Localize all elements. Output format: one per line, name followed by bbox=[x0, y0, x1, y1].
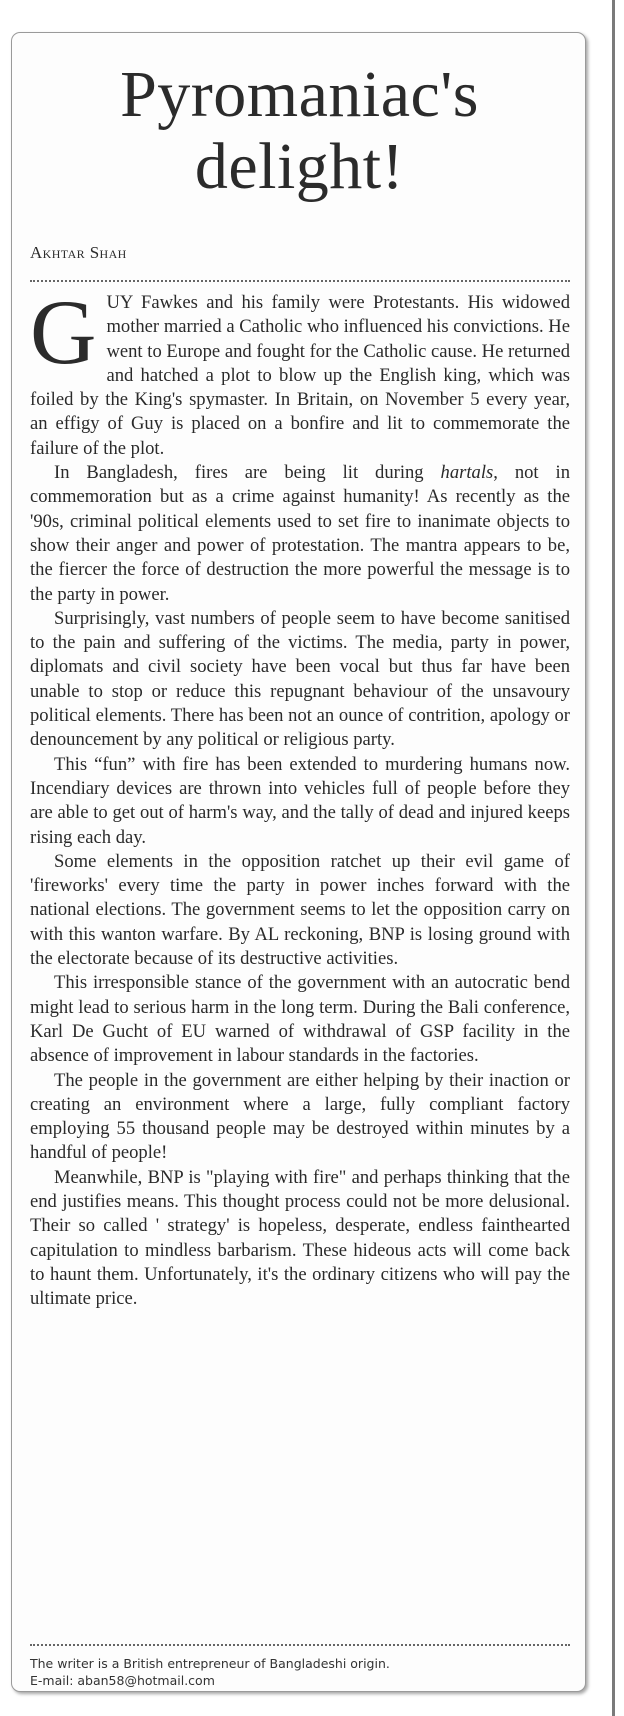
paragraph-1 bbox=[30, 281, 570, 461]
paragraph-5: Some elements in the opposition ratchet up their evil game of 'fireworks' every time the party in power inches forward with the national elections. The government seems to let the opposition carry on with this wanton warfare. By AL reckoning, BNP is losing ground with the electorate because of its destructive activities. bbox=[30, 850, 570, 970]
dotted-divider-bottom bbox=[30, 1644, 570, 1646]
paragraph-7: The people in the government are either helping by their inaction or creating an environment where a large, fully compliant factory employing 55 thousand people may be destroyed within minutes by a handful of people! bbox=[30, 1069, 570, 1164]
paragraph-8: Meanwhile, BNP is "playing with fire" and perhaps thinking that the end justifies means. This thought process could not be more delusional. Their so called ' strategy' is hopeless, desperate, endless fainthearted capitulation to mindless barbarism. These hideous acts will come back to haunt them. Unfortunately, it's the ordinary citizens who will pay the ultimate price. bbox=[30, 1166, 570, 1310]
page-edge-rule bbox=[612, 0, 615, 1716]
paragraph-3: Surprisingly, vast numbers of people seem to have become sanitised to the pain and suffering of the victims. The media, party in power, diplomats and civil society have been vocal but thus far have been unable to stop or reduce this repugnant behaviour of the unsavoury political elements. There has been not an ounce of contrition, apology or denouncement by any political or religious party. bbox=[30, 607, 570, 751]
paragraph-1-text: UY Fawkes and his family were Protestants. His widowed mother married a Catholic who influenced his convictions. He went to Europe and fought for the Catholic cause. He returned and hatched a plot to blow up the English king, which was foiled by the King's spymaster. In Britain, on November 5 every year, an effigy of Guy is placed on a bonfire and lit to commemorate the failure of the plot. bbox=[30, 292, 570, 459]
paragraph-4: This “fun” with fire has been extended to murdering humans now. Incendiary devices are thrown into vehicles full of people before they are able to get out of harm's way, and the tally of dead and injured keeps rising each day. bbox=[30, 753, 570, 848]
author-footer bbox=[30, 1655, 570, 1689]
author-email: E-mail: aban58@hotmail.com bbox=[30, 1673, 215, 1688]
article-card bbox=[11, 32, 586, 1692]
paragraph-2: In Bangladesh, fires are being lit during hartals, not in commemoration but as a crime against humanity! As recently as the '90s, criminal political elements used to set fire to inanimate objects to show their anger and power of protestation. The mantra appears to be, the fiercer the force of destruction the more powerful the message is to the party in power. bbox=[30, 462, 570, 605]
italic-term: hartals bbox=[440, 462, 494, 484]
article-title bbox=[12, 59, 587, 203]
paragraph-6: This irresponsible stance of the government with an autocratic bend might lead to serious harm in the long term. During the Bali conference, Karl De Gucht of EU warned of withdrawal of GSP facility in the absence of improvement in labour standards in the factories. bbox=[30, 972, 570, 1067]
article-body bbox=[30, 281, 570, 1311]
title-line-2: delight! bbox=[194, 130, 405, 203]
drop-cap: G bbox=[30, 281, 97, 383]
author-byline: Akhtar Shah bbox=[30, 243, 127, 262]
title-line-1: Pyromaniac's bbox=[120, 58, 479, 131]
dotted-divider-top bbox=[30, 280, 570, 282]
author-bio: The writer is a British entrepreneur of Bangladeshi origin. bbox=[30, 1656, 390, 1671]
